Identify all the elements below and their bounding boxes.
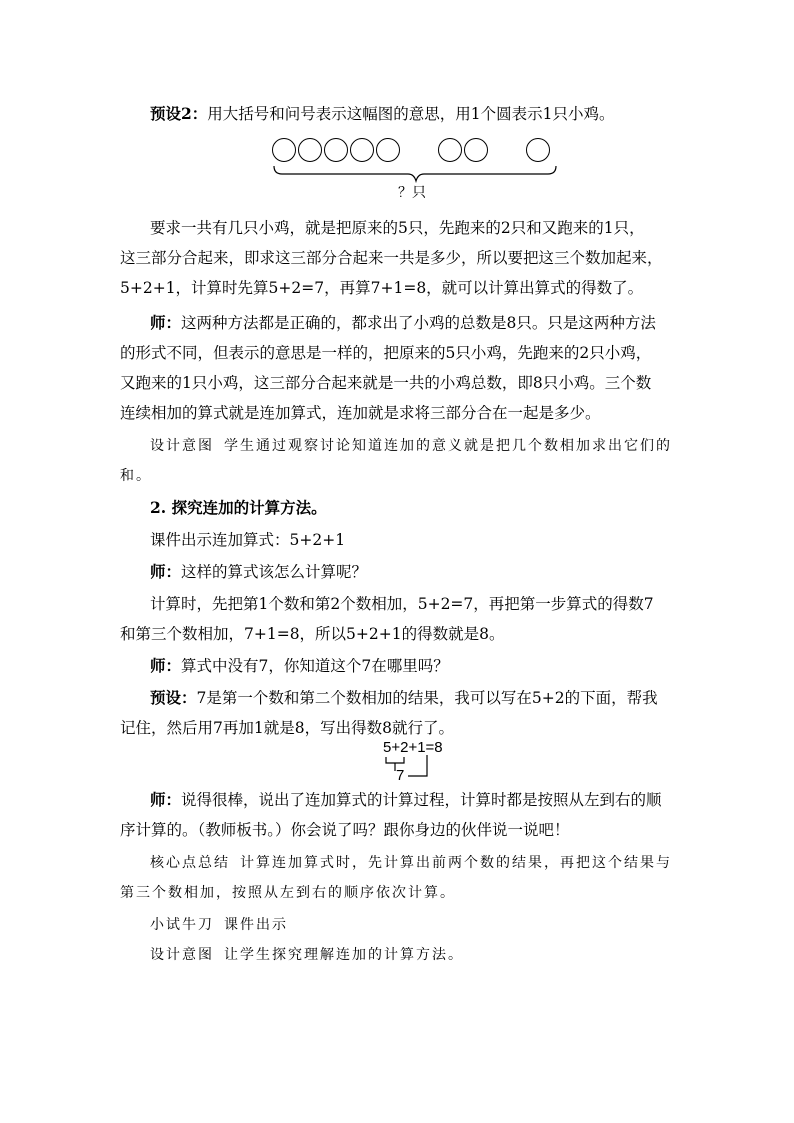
core-summary-tag: 核心点总结 [150,855,230,871]
teacher-label: 师： [150,790,182,809]
circle [438,138,462,162]
teacher-paragraph [150,656,710,676]
core-summary-text: 第三个数相加，按照从左到右的顺序依次计算。 [120,885,456,901]
preset-label: 预设2： [150,104,208,123]
circle [272,138,296,162]
design-intent-text: 让学生探究理解连加的计算方法。 [224,947,464,963]
addition-diagram [383,739,463,787]
practice-tag: 小试牛刀 [150,917,214,933]
circle [324,138,348,162]
preset-label: 预设： [150,688,197,707]
design-intent-note [150,436,710,456]
bracket-lines [383,755,463,785]
section-heading: 2. 探究连加的计算方法。 [150,498,327,517]
design-intent-note [150,945,710,965]
design-intent-tag: 设计意图 [150,438,214,454]
equation-expression: 5+2+1=8 [383,739,443,756]
circle [298,138,322,162]
circle [376,138,400,162]
practice-note [150,915,710,935]
preset-text: 用大括号和问号表示这幅图的意思，用1个圆表示1只小鸡。 [207,105,615,123]
curly-brace [272,164,562,184]
teacher-label: 师： [150,656,182,675]
brace-label: ？只 [398,185,426,201]
paragraph-line: 连续相加的算式就是连加算式，连加就是求将三部分合在一起是多少。 [120,404,601,422]
design-intent-text: 学生通过观察讨论知道连加的意义就是把几个数相加求出它们的 [224,438,672,454]
paragraph-line: 序计算的。（教师板书。）你会说了吗？跟你身边的伙伴说一说吧！ [120,821,570,839]
teacher-label: 师： [150,562,182,581]
teacher-paragraph [150,790,710,810]
preset-2-paragraph [150,104,710,124]
design-intent-text: 和。 [120,468,152,484]
paragraph-line: 5+2+1，计算时先算5+2=7，再算7+1=8，就可以计算出算式的得数了。 [120,279,644,297]
teacher-label: 师： [150,313,182,332]
teacher-text: 说得很棒，说出了连加算式的计算过程，计算时都是按照从左到右的顺 [181,791,662,809]
circle [464,138,488,162]
teacher-paragraph [150,562,710,582]
design-intent-tag: 设计意图 [150,947,214,963]
teacher-text: 这两种方法都是正确的，都求出了小鸡的总数是8只。只是这两种方法 [181,314,656,332]
preset-text: 7是第一个数和第二个数相加的结果，我可以写在5+2的下面，帮我 [196,689,658,707]
practice-text: 课件出示 [224,917,288,933]
teacher-paragraph [150,313,710,333]
circle [526,138,550,162]
circle [350,138,374,162]
core-summary-note [150,853,710,873]
paragraph-line: 和第三个数相加，7+1=8，所以5+2+1的得数就是8。 [120,625,505,643]
teacher-text: 这样的算式该怎么计算呢？ [181,563,368,581]
paragraph-line: 课件出示连加算式：5+2+1 [150,531,346,549]
paragraph-line: 要求一共有几只小鸡，就是把原来的5只，先跑来的2只和又跑来的1只， [150,219,645,237]
paragraph-line: 的形式不同，但表示的意思是一样的，把原来的5只小鸡，先跑来的2只小鸡， [120,344,652,362]
teacher-text: 算式中没有7，你知道这个7在哪里吗？ [181,657,449,675]
core-summary-text: 计算连加算式时，先计算出前两个数的结果，再把这个结果与 [240,855,672,871]
paragraph-line: 又跑来的1只小鸡，这三部分合起来就是一共的小鸡总数，即8只小鸡。三个数 [120,374,652,392]
chick-circles-diagram [272,138,562,208]
paragraph-line: 这三部分合起来，即求这三部分合起来一共是多少，所以要把这三个数加起来， [120,249,663,267]
paragraph-line: 计算时，先把第1个数和第2个数相加，5+2=7，再把第一步算式的得数7 [150,595,654,613]
preset-paragraph [150,688,710,708]
intermediate-result: 7 [396,767,405,784]
paragraph-line: 记住，然后用7再加1就是8，写出得数8就行了。 [120,719,454,737]
